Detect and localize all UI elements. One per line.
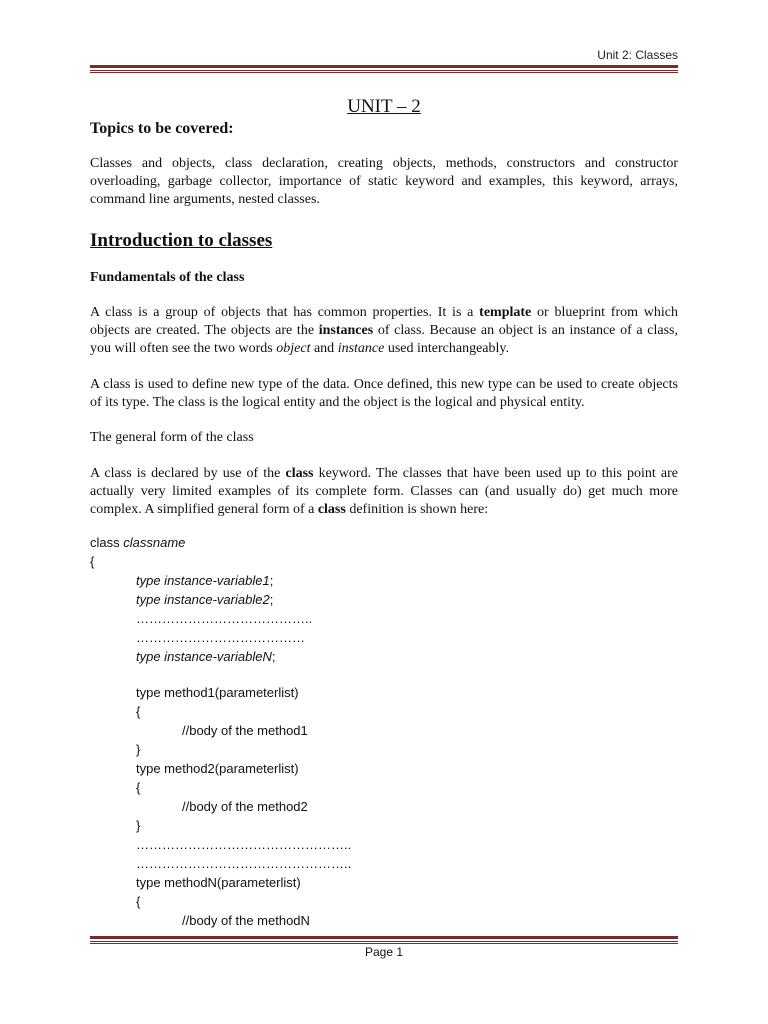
footer-rule [90, 936, 678, 944]
code-line: type instance-variable2; [136, 592, 274, 607]
subsection-heading: Fundamentals of the class [90, 270, 245, 285]
code-line: type methodN(parameterlist) [136, 875, 301, 890]
topics-heading: Topics to be covered: [90, 120, 234, 137]
page-number: Page 1 [364, 945, 404, 959]
code-line: //body of the method2 [182, 799, 308, 814]
code-line: { [136, 894, 141, 909]
code-line: type instance-variableN; [136, 649, 276, 664]
class-keyword-paragraph: A class is declared by use of the class keyword. The classes that have been used up to this point are actually very limited examples of its complete form. Classes can (and usually do) get much more complex. A simplified general form of a class definition is shown here: [90, 466, 678, 517]
code-line: type instance-variable1; [136, 573, 274, 588]
code-line: { [90, 554, 95, 569]
header-rule [90, 65, 678, 73]
code-line: { [136, 704, 141, 719]
code-line: class classname [90, 535, 186, 550]
code-line: //body of the methodN [182, 913, 310, 928]
class-definition-paragraph: A class is a group of objects that has common properties. It is a template or blueprint from which objects are created. The objects are the instances of class. Because an object is an instance of a class, you will often see the two words object and instance used interchangeably. [90, 305, 679, 356]
general-form-label: The general form of the class [90, 430, 254, 445]
code-line: ………………………………… [136, 630, 305, 645]
code-line: type method2(parameterlist) [136, 761, 299, 776]
running-header: Unit 2: Classes [597, 48, 678, 62]
unit-title: UNIT – 2 [347, 96, 421, 117]
class-type-paragraph: A class is used to define new type of the data. Once defined, this new type can be used to create objects of its type. The class is the logical entity and the object is the logical and physical entity. [90, 377, 678, 410]
code-line: ………………………………….. [136, 611, 313, 626]
code-line: ………………………………………….. [136, 837, 352, 852]
code-line: } [136, 818, 141, 833]
code-line: type method1(parameterlist) [136, 685, 299, 700]
code-block [90, 533, 678, 933]
code-line: //body of the method1 [182, 723, 308, 738]
section-heading: Introduction to classes [90, 230, 273, 251]
code-line: ………………………………………….. [136, 856, 352, 871]
code-line: { [136, 780, 141, 795]
code-line: } [136, 742, 141, 757]
topics-paragraph: Classes and objects, class declaration, creating objects, methods, constructors and constructor overloading, garbage collector, importance of static keyword and examples, this keyword, arrays, command line arguments, nested classes. [90, 156, 678, 207]
